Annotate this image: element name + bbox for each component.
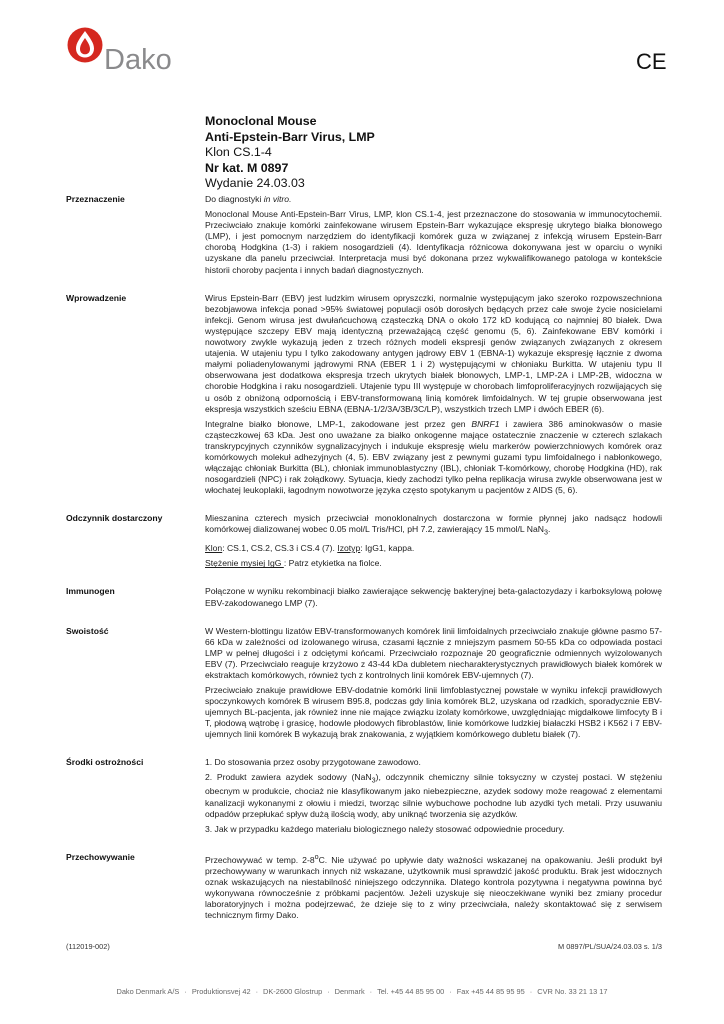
dako-drop-icon bbox=[68, 28, 103, 63]
section-body bbox=[205, 194, 662, 276]
text-run: Do diagnostyki bbox=[205, 194, 264, 204]
paragraph: W Western-blottingu lizatów EBV-transformowanych komórek linii limfoidalnych przeciwciało znakuje główne pasmo 57-66 kDa w zależności od izolowanego wirusa, czasami łącznie z mniejszym pasmem 50-55 kDa co odpowiada postaci LMP w pełnej długości i z odciętymi końcami. Przeciwciało rozpoznaje 20 geograficznie odmiennych wyizolowanych EBV (7). Przeciwciało reaguje krzyżowo z 43-44 kDa dubletem niecharakterystycznych prawidłowych białek komórek w ekstraktach komórkowych, również tych z kontrolnych linii komórek EBV-ujemnych (7). bbox=[205, 625, 662, 680]
section-label: Swoistość bbox=[66, 625, 109, 636]
footer-separator: · bbox=[529, 987, 533, 996]
section-przeznaczenie bbox=[0, 194, 724, 276]
paragraph: 3. Jak w przypadku każdego materiału biologicznego należy stosować odpowiednie procedury. bbox=[205, 823, 565, 834]
footer-street: Produktionsvej 42 bbox=[191, 987, 251, 996]
footer-phone: Tel. +45 44 85 95 00 bbox=[377, 987, 445, 996]
paragraph: Przeciwciało znakuje prawidłowe EBV-dodatnie komórki linii limfoblastycznej powstałe w wyniku infekcji prawidłowych spoczynkowych komórek B wirusem B95.8, podczas gdy linia komórek BL2, uzyskana od rzadkich, sporadycznie EBV-ujemnych BL-pacjenta, jak również inne nie mające związku izolaty komórkowe, uwzględniając migdałkowe limfocyty B i T, płodową wątrobę i grasicę, hodowle płodowych fibroblastów, linie komórkowe ludzkiej białaczki HSB2 i K562 i 7 EBV-ujemnych linii komórek B wykazują brak znakowania, z wyjątkiem komórkowego dubletu białek (7). bbox=[205, 685, 662, 740]
text-run: Integralne białko błonowe, LMP-1, zakodowane jest przez gen bbox=[205, 418, 472, 429]
text-run: Przechowywać w temp. 2-8 bbox=[205, 854, 315, 865]
section-body bbox=[205, 586, 662, 608]
paragraph bbox=[205, 419, 662, 497]
paragraph: Wirus Epstein-Barr (EBV) jest ludzkim wirusem opryszczki, normalnie występującym jako szeroko rozpowszechniona bezobjawowa infekcja ponad >95% światowej populacji osób dorosłych będących przez całe swoje życie nosicielami infekcji. Genom wirusa jest dwułańcuchową cząsteczką DNA o około 172 kD kodującą co najmniej 80 białek. Dwa występujące szczepy EBV mają identyczną przeważającą część genomu (5, 6). Zainfekowane EBV komórki i nowotwory zwykle wykazują jeden z trzech różnych modeli ekspresji genów związanych związanych z okresem utajenia. W utajeniu typu I tylko zakodowany antygen jądrowy EBV 1 (EBNA-1) wykazuje ekspresję łącznie z dwoma małymi poliadenylowanymi jądrowymi RNA (EBER 1 i 2) występującymi w chłoniaku Burkitta. W utajeniu typu II obserwowana jest dodatkowa ekspresja trzech ukrytych białek błonowych, LMP-1, LMP-2A i LMP-2B, widoczna w chorobie Hodgkina i raku nosogardzieli. Utajenie typu III występuje w chorobach limfoproliferacyjnych rozwijających się u osób z obniżoną odpornością i EBV-transformowaną linią komórek limfoidalnych. W tej grupie obserwowana jest ekspresja wszystkich sześciu EBNA (EBNA-1/2/3A/3B/3C/LP), wszystkich trzech LMP i dwóch EBER (6). bbox=[205, 292, 662, 414]
paragraph bbox=[205, 772, 662, 820]
section-przechowywanie bbox=[0, 852, 724, 921]
underlined-label: Klon bbox=[205, 543, 223, 554]
subscript: 3 bbox=[371, 776, 376, 785]
text-run: : IgG1, kappa. bbox=[360, 543, 415, 554]
section-label: Odczynnik dostarczony bbox=[66, 513, 163, 524]
section-body bbox=[205, 513, 662, 569]
product-name-line1: Monoclonal Mouse bbox=[205, 114, 317, 128]
document-reference: M 0897/PL/SUA/24.03.03 s. 1/3 bbox=[558, 942, 662, 951]
footer-company: Dako Denmark A/S bbox=[116, 987, 180, 996]
footer-separator: · bbox=[369, 987, 373, 996]
superscript: o bbox=[314, 852, 319, 861]
text-run: i zawiera 386 aminokwasów o masie cząsteczkowej 63 kDa. Jest ono uważane za białko onkogenne mające ostatecznie znaczenie w czterech szlakach transkrypcyjnych czynników sygnalizacyjnych i indukuje ekspresję wielu markerów powierzchniowych komórek oraz komórkowych molekuł adhezyjnych (4, 5). EBV związany jest z pewnymi guzami typu limfoidalnego i nabłonkowego, włączając chłoniak Burkitta (BL), chłoniak immunoblastyczny (IBL), chłoniak T-komórkowy, chorobę Hodgkina (HD), rak nosogardzieli (NPC) i rak żołądkowy. Sytuacja, kiedy zachodzi tylko pełna replikacja wirusa zwykle obserwowana jest w włochatej leukoplakii, łagodnym nowotworze języka często spotykanym u pacjentów z AIDS (5, 6). bbox=[205, 418, 662, 496]
footer-separator: · bbox=[255, 987, 259, 996]
section-label: Wprowadzenie bbox=[66, 292, 127, 303]
footer-separator: · bbox=[327, 987, 330, 996]
paragraph: 1. Do stosowania przez osoby przygotowane zawodowo. bbox=[205, 756, 421, 767]
product-catalog-number: Nr kat. M 0897 bbox=[205, 160, 289, 175]
paragraph: Monoclonal Mouse Anti-Epstein-Barr Virus, LMP, klon CS.1-4, jest przeznaczone do stosowania w immunocytochemii. Przeciwciało znakuje komórki zainfekowane wirusem Epstein-Barr wykazujące ekspresję ukrytego białka błonowego (LMP), i jest pomocnym narzędziem do identyfikacji komórek guza w związanej z infekcją wirusem Epstein-Barr chorobą Hodgkina (1-3) i rakiem nosogardzieli (4). Identyfikacja różnicowa dokonywana jest w oparciu o wyniki uzyskane dla panelu przeciwciał. Interpretacja musi być dokonana przez wykwalifikowanego patologa w kontekście historii choroby pacjenta i innych badań diagnostycznych. bbox=[205, 209, 662, 275]
section-body bbox=[205, 757, 662, 835]
footer-separator: · bbox=[184, 987, 187, 996]
footer-country: Denmark bbox=[334, 987, 365, 996]
section-immunogen bbox=[0, 586, 724, 608]
text-run: 2. Produkt zawiera azydek sodowy (NaN bbox=[205, 771, 372, 782]
section-label: Przeznaczenie bbox=[66, 194, 125, 204]
text-run: ), odczynnik chemiczny silnie toksyczny w czystej postaci. W stężeniu obecnym w produkcie, chociaż nie klasyfikowanym jako niebezpieczne, azydek sodowy może reagować z elementami kanalizacji wykonanymi z ołowiu i miedzi, tworząc silnie wybuchowe pochodne lub azydki tych metali. Przy usuwaniu odpadów przepłukać spływ dużą ilością wody, aby uniknąć tworzenia się azydków. bbox=[205, 771, 662, 819]
footer-city: DK-2600 Glostrup bbox=[263, 987, 323, 996]
paragraph bbox=[205, 194, 662, 205]
italic-text: BNRF1 bbox=[471, 418, 500, 429]
document-content bbox=[0, 194, 724, 921]
section-body bbox=[205, 852, 662, 921]
paragraph: Połączone w wyniku rekombinacji białko zawierające sekwencję bakteryjnej beta-galactozydazy i karboksylową połowę EBV-zakodowanego LMP (7). bbox=[205, 586, 662, 608]
subscript: 3 bbox=[543, 529, 548, 538]
footer-fax: Fax +45 44 85 95 95 bbox=[456, 987, 525, 996]
svg-text:CE: CE bbox=[636, 50, 667, 72]
section-srodki-ostroznosci bbox=[0, 757, 724, 835]
paragraph bbox=[205, 558, 662, 569]
section-swoistosc bbox=[0, 626, 724, 741]
dako-logo bbox=[66, 26, 190, 76]
paragraph bbox=[205, 543, 662, 554]
product-title-block bbox=[205, 114, 665, 192]
paragraph bbox=[205, 852, 662, 921]
section-body bbox=[205, 626, 662, 741]
product-name-line2: Anti-Epstein-Barr Virus, LMP bbox=[205, 129, 375, 144]
ce-mark-icon bbox=[636, 50, 670, 72]
section-body bbox=[205, 293, 662, 497]
text-run: . bbox=[547, 524, 551, 535]
text-run: C. Nie używać po upływie daty ważności wskazanej na opakowaniu. Jeśli produkt był przechowywany w warunkach innych niż wskazane, użytkownik musi sprawdzić jakość produktu. Brak jest widocznych oznak wskazujących na niestabilność niniejszego odczynnika. Dlatego kontrola pozytywna i negatywna powinna być wykonywana równocześnie z próbkami pacjentów. Jeżeli uzyskuje się nieoczekiwane wyniki bez zmiany procedur laboratoryjnych i można podejrzewać, że dzieje się to z winy przeciwciała, należy skontaktować się z serwisem technicznym firmy Dako. bbox=[205, 854, 663, 921]
italic-text: in vitro. bbox=[263, 194, 292, 204]
text-run: Mieszanina czterech mysich przeciwciał monoklonalnych dostarczona w formie płynnej jako nadsącz hodowli komórkowej dializowanej wobec 0.05 mol/L Tris/HCl, pH 7.2, zawierający 15 mmol/L NaN bbox=[205, 513, 662, 535]
dako-wordmark: Dako bbox=[104, 44, 172, 76]
underlined-label: Stężenie mysiej IgG bbox=[205, 558, 284, 569]
text-run: : Patrz etykietka na fiolce. bbox=[283, 558, 382, 569]
document-code: (112019-002) bbox=[66, 942, 110, 951]
footer-separator: · bbox=[449, 987, 452, 996]
product-clone: Klon CS.1-4 bbox=[205, 145, 272, 160]
section-label: Środki ostrożności bbox=[66, 756, 144, 767]
footer-address bbox=[0, 987, 724, 996]
section-label: Immunogen bbox=[66, 586, 115, 597]
product-edition: Wydanie 24.03.03 bbox=[205, 176, 305, 191]
underlined-label: Izotyp bbox=[337, 543, 361, 554]
section-wprowadzenie bbox=[0, 293, 724, 497]
text-run: : CS.1, CS.2, CS.3 i CS.4 (7). bbox=[222, 543, 338, 554]
paragraph bbox=[205, 513, 662, 539]
footer-cvr: CVR No. 33 21 13 17 bbox=[537, 987, 608, 996]
section-label: Przechowywanie bbox=[66, 851, 135, 862]
section-odczynnik-dostarczony bbox=[0, 513, 724, 569]
